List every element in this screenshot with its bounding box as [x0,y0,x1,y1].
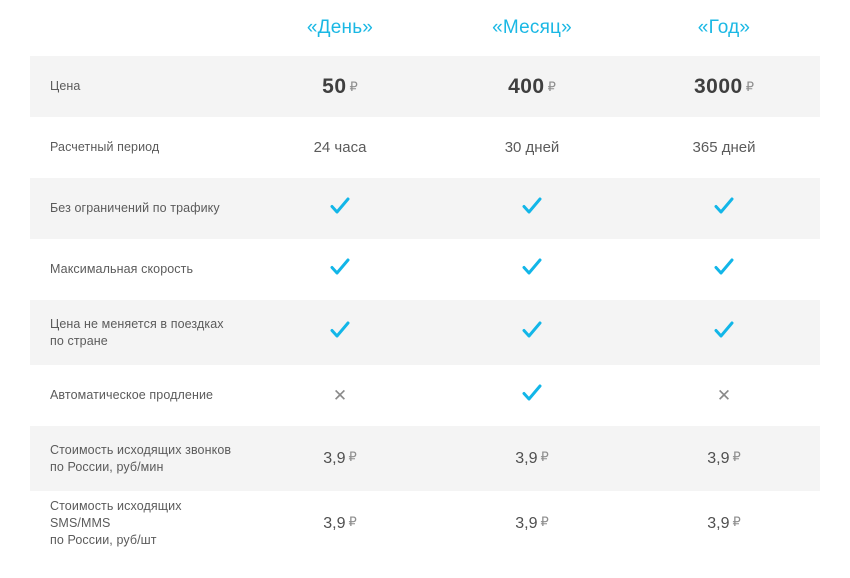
check-icon [522,196,542,216]
row-label-price: Цена [50,79,81,93]
cell-auto-renewal-month [436,365,628,426]
cell-price-nationwide-day [244,300,436,365]
table-header-row [30,0,820,56]
currency-symbol: ₽ [540,449,549,464]
row-label-max-speed: Максимальная скорость [50,262,194,276]
cell-unlimited-traffic-month [436,178,628,239]
currency-symbol: ₽ [540,514,549,529]
row-label-outgoing-sms [30,491,244,556]
price-amount: 400 [508,74,545,98]
money-amount: 3,9 [707,515,730,532]
row-label-outgoing-calls [30,426,244,491]
check-icon [330,257,350,277]
check-icon [522,383,542,403]
cross-icon: ✕ [716,385,732,405]
table-body [30,56,820,556]
cell-period-month [436,117,628,178]
row-label-unlimited-traffic: Без ограничений по трафику [50,201,220,215]
cell-price-nationwide-month [436,300,628,365]
cell-outgoing-sms-day [244,491,436,556]
money-amount: 3,9 [707,450,730,467]
table-row [30,117,820,178]
currency-symbol: ₽ [745,78,754,94]
cell-unlimited-traffic-year [628,178,820,239]
currency-symbol: ₽ [348,514,357,529]
check-icon [522,320,542,340]
period-value: 24 часа [313,138,367,156]
check-icon [714,257,734,277]
check-icon [330,196,350,216]
cell-max-speed-year [628,239,820,300]
table-row [30,426,820,491]
row-label-line-1: Цена не меняется в поездках [50,316,224,331]
cell-outgoing-sms-year [628,491,820,556]
currency-symbol: ₽ [349,78,358,94]
period-value: 30 дней [504,138,560,156]
table-row [30,56,820,117]
cell-unlimited-traffic-day [244,178,436,239]
row-label-line-2: по России, руб/мин [50,459,164,474]
row-label-line-2: по стране [50,333,108,348]
table-row [30,491,820,556]
table-row [30,239,820,300]
price-amount: 3000 [694,74,743,98]
currency-symbol: ₽ [547,78,556,94]
cell-auto-renewal-day [244,365,436,426]
cell-price-nationwide-year [628,300,820,365]
cell-max-speed-month [436,239,628,300]
currency-symbol: ₽ [732,514,741,529]
row-label-line-1: Стоимость исходящих SMS/MMS [50,499,182,530]
row-label-billing-period: Расчетный период [50,140,160,154]
cell-outgoing-calls-year [628,426,820,491]
check-icon [330,320,350,340]
row-label-line-2: по России, руб/шт [50,533,157,547]
cell-price-month [436,56,628,117]
money-amount: 3,9 [515,515,538,532]
cell-auto-renewal-year [628,365,820,426]
check-icon [714,196,734,216]
table-row [30,178,820,239]
cross-icon: ✕ [332,385,348,405]
money-amount: 3,9 [323,450,346,467]
cell-max-speed-day [244,239,436,300]
cell-period-year [628,117,820,178]
cell-outgoing-calls-month [436,426,628,491]
row-label-line-1: Стоимость исходящих звонков [50,442,232,457]
plan-header-month: «Месяц» [492,17,572,38]
currency-symbol: ₽ [732,449,741,464]
comparison-table [30,0,820,556]
table-row [30,365,820,426]
money-amount: 3,9 [515,450,538,467]
period-value: 365 дней [692,138,756,156]
price-amount: 50 [322,74,347,98]
cell-outgoing-sms-month [436,491,628,556]
table-row [30,300,820,365]
label-column-header [30,0,244,56]
row-label-price-nationwide [30,300,244,365]
plan-header-year: «Год» [697,17,751,38]
plan-header-day: «День» [306,17,374,38]
cell-outgoing-calls-day [244,426,436,491]
money-amount: 3,9 [323,515,346,532]
row-label-auto-renewal: Автоматическое продление [50,388,214,402]
currency-symbol: ₽ [348,449,357,464]
cell-price-day [244,56,436,117]
check-icon [714,320,734,340]
cell-price-year [628,56,820,117]
check-icon [522,257,542,277]
table-header [30,0,820,56]
cell-period-day [244,117,436,178]
